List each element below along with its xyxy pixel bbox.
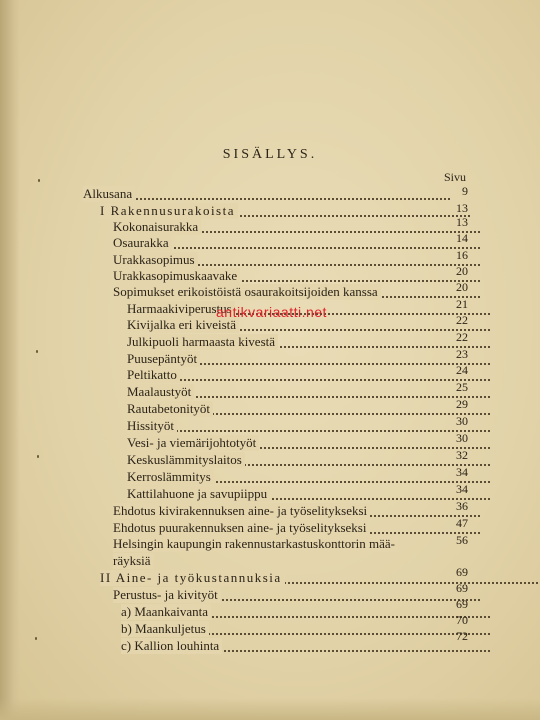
toc-entry-page: 30 bbox=[456, 414, 468, 428]
toc-entry-label: Julkipuoli harmaasta kivestä bbox=[127, 334, 278, 350]
toc-entry-page: 20 bbox=[456, 280, 468, 294]
toc-entry-page: 56 bbox=[456, 533, 468, 547]
toc-entry-label: Maalaustyöt bbox=[127, 384, 194, 400]
toc-entry-label: b) Maankuljetus bbox=[121, 621, 209, 637]
toc-entry-page: 29 bbox=[456, 397, 468, 411]
toc-entry-page: 14 bbox=[456, 231, 468, 245]
toc-entry-label: Helsingin kaupungin rakennustarkastuskonttorin mää- bbox=[113, 536, 398, 552]
toc-entry-label: a) Maankaivanta bbox=[121, 604, 211, 620]
toc-entry-label: Kerroslämmitys bbox=[127, 469, 214, 485]
toc-entry-page: 22 bbox=[456, 330, 468, 344]
toc-entry-label: Alkusana bbox=[83, 186, 135, 202]
dot-leader bbox=[130, 239, 480, 249]
dot-leader bbox=[100, 190, 450, 200]
toc-entry-page: 23 bbox=[456, 347, 468, 361]
toc-entry-label: Kivijalka eri kiveistä bbox=[127, 317, 239, 333]
toc-entry-label: Osaurakka bbox=[113, 235, 172, 251]
toc-entry-page: 25 bbox=[456, 380, 468, 394]
toc-entry bbox=[0, 629, 540, 656]
toc-entry-label: Hissityöt bbox=[127, 418, 177, 434]
toc-entry-page: 32 bbox=[456, 448, 468, 462]
toc-entry-label: Perustus- ja kivityöt bbox=[113, 587, 221, 603]
page-title: SISÄLLYS. bbox=[222, 147, 318, 162]
toc-entry-page: 20 bbox=[456, 264, 468, 278]
toc-entry-label: Sopimukset erikoistöistä osaurakoitsijoiden kanssa bbox=[113, 284, 381, 300]
toc-entry-label: Kokonaisurakka bbox=[113, 219, 201, 235]
toc-entry-page: 36 bbox=[456, 499, 468, 513]
toc-entry-page: 22 bbox=[456, 313, 468, 327]
toc-entry-page: 21 bbox=[456, 297, 468, 311]
toc-entry-label: c) Kallion louhinta bbox=[121, 638, 222, 654]
toc-entry-label: II Aine- ja työkustannuksia bbox=[100, 570, 285, 586]
toc-entry-page: 13 bbox=[456, 215, 468, 229]
toc-entry-page: 72 bbox=[456, 629, 468, 643]
toc-entry-page: 69 bbox=[456, 565, 468, 579]
toc-entry-label: Ehdotus puurakennuksen aine- ja työselitykseksi bbox=[113, 520, 369, 536]
watermark-text: antikvariaatti.net bbox=[216, 304, 327, 320]
toc-entry-label: Peltikatto bbox=[127, 367, 180, 383]
toc-entry-page: 70 bbox=[456, 613, 468, 627]
toc-entry-page: 13 bbox=[456, 201, 468, 215]
toc-entry-label: Harmaakiviperustus bbox=[127, 301, 235, 317]
toc-entry-label: Urakkasopimus bbox=[113, 252, 198, 268]
toc-entry-label: räyksiä bbox=[113, 553, 154, 569]
toc-entry-page: 47 bbox=[456, 516, 468, 530]
toc-entry-page: 16 bbox=[456, 248, 468, 262]
toc-entry-label: I Rakennusurakoista bbox=[100, 203, 238, 219]
toc-entry-label: Urakkasopimuskaavake bbox=[113, 268, 240, 284]
toc-entry-page: 34 bbox=[456, 465, 468, 479]
toc-entry-page: 9 bbox=[462, 184, 468, 198]
toc-entry-page: 30 bbox=[456, 431, 468, 445]
toc-entry-label: Keskuslämmityslaitos bbox=[127, 452, 245, 468]
toc-entry-page: 69 bbox=[456, 581, 468, 595]
toc-entry-page: 24 bbox=[456, 363, 468, 377]
paper-speck bbox=[38, 179, 40, 182]
toc-entry-label: Puusepäntyöt bbox=[127, 351, 200, 367]
page-bottom-edge bbox=[0, 698, 540, 720]
page-column-label: Sivu bbox=[444, 170, 467, 184]
toc-entry-page: 34 bbox=[456, 482, 468, 496]
toc-entry-label: Kattilahuone ja savupiippu bbox=[127, 486, 270, 502]
toc-entry-label: Vesi- ja viemärijohtotyöt bbox=[127, 435, 259, 451]
toc-entry-label: Ehdotus kivirakennuksen aine- ja työselitykseksi bbox=[113, 503, 370, 519]
toc-entry-label: Rautabetonityöt bbox=[127, 401, 213, 417]
toc-entry-page: 69 bbox=[456, 597, 468, 611]
